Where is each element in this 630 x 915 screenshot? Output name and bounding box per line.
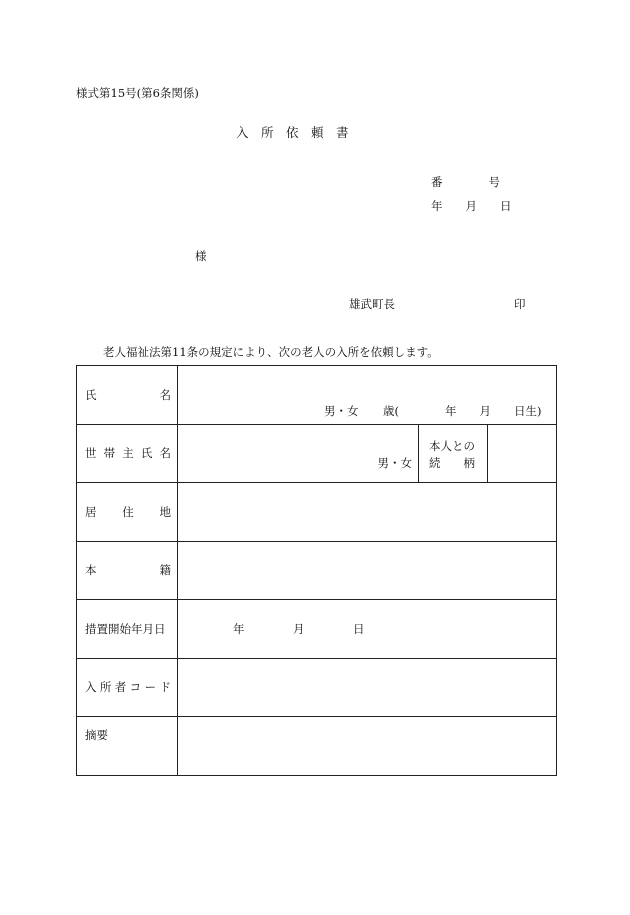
number-label: 番 号 (431, 175, 500, 189)
request-form-table (76, 365, 557, 776)
summary-label-cell (77, 717, 178, 776)
row-summary (77, 717, 557, 776)
start-date-day: 日 (353, 621, 365, 636)
form-number: 様式第15号(第6条関係) (76, 86, 199, 100)
name-label-cell (77, 366, 178, 425)
document-title: 入 所 依 頼 書 (236, 125, 349, 140)
row-start-date (77, 600, 557, 659)
relation-field[interactable] (488, 424, 557, 483)
date-label: 年 月 日 (431, 199, 512, 213)
address-label: 居 住 地 (85, 504, 171, 519)
name-gender: 男・女 (324, 404, 359, 418)
relation-label-cell (419, 424, 488, 483)
intro-text: 老人福祉法第11条の規定により、次の老人の入所を依頼します。 (103, 345, 439, 359)
address-field[interactable] (178, 483, 557, 542)
code-label-cell (77, 658, 178, 717)
row-address (77, 483, 557, 542)
head-gender: 男・女 (377, 455, 412, 470)
seal-mark: 印 (514, 297, 526, 311)
start-date-label-cell (77, 600, 178, 659)
relation-label-line1: 本人との (429, 438, 475, 453)
domicile-field[interactable] (178, 541, 557, 600)
domicile-label-cell (77, 541, 178, 600)
summary-field[interactable] (178, 717, 557, 776)
start-date-label: 措置開始年月日 (85, 621, 166, 636)
addressee-suffix: 様 (195, 249, 207, 263)
head-label-cell (77, 424, 178, 483)
name-label: 氏 名 (85, 387, 171, 402)
start-date-month: 月 (293, 621, 305, 636)
row-domicile (77, 541, 557, 600)
code-field[interactable] (178, 658, 557, 717)
row-name (77, 366, 557, 425)
start-date-field[interactable] (178, 600, 557, 659)
name-age-birth: 歳( 年 月 日生) (383, 404, 542, 418)
summary-label: 摘要 (85, 728, 108, 742)
name-field[interactable] (178, 366, 557, 425)
domicile-label: 本 籍 (85, 563, 171, 578)
sender-title: 雄武町長 (349, 297, 395, 311)
code-label: 入 所 者 コ ー ド (85, 680, 171, 695)
row-household-head (77, 424, 557, 483)
start-date-year: 年 (233, 621, 245, 636)
head-label: 世 帯 主 氏 名 (85, 446, 171, 461)
relation-label-line2: 続 柄 (429, 455, 475, 470)
head-name-field[interactable] (178, 424, 419, 483)
address-label-cell (77, 483, 178, 542)
row-resident-code (77, 658, 557, 717)
